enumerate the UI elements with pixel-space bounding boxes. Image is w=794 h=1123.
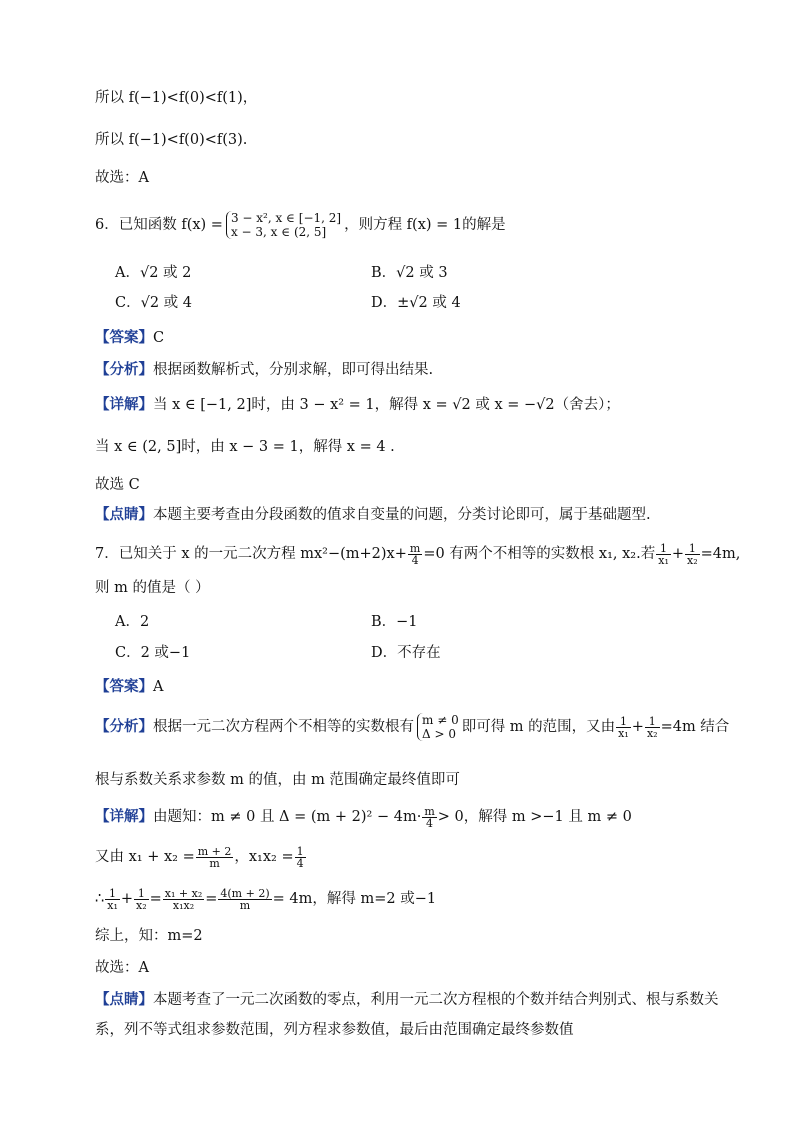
text-line-2: 所以 f(−1)<f(0)<f(3).: [95, 132, 248, 148]
q7-analysis-1: 【分析】根据一元二次方程两个不相等的实数根有 m ≠ 0 Δ > 0 即可得 m 的范围，又由 $\frac{1}{\text{x₁}}$ + $\frac{1}{\text{x₂}}$ =4m 结合: [95, 713, 730, 741]
text-line-1: 所以 f(−1)<f(0)<f(1)，: [95, 90, 258, 106]
q6-option-b: B．√2 或 3: [371, 265, 448, 281]
q7-option-b: B．−1: [371, 614, 418, 630]
question-7-stem-line-2: 则 m 的值是（ ）: [95, 580, 210, 596]
q6-option-d: D．±√2 或 4: [371, 295, 461, 311]
q7-note-2: 系，列不等式组求参数范围，列方程求参数值，最后由范围确定最终参数值: [95, 1022, 574, 1038]
q6-select: 故选 C: [95, 477, 140, 493]
q7-detail-3: ∴ $\frac{1}{\text{x₁}}$ + $\frac{1}{\text{x₂}}$ = $\frac{\text{x₁ + x₂}}{\text{x₁x₂}}$ = $\frac{4(m + 2)}{m}$ = 4m，解得 m=2 或−1: [95, 886, 437, 912]
q7-note-1: 【点睛】本题考查了一元二次函数的零点，利用一元二次方程根的个数并结合判别式、根与系数关: [95, 991, 719, 1008]
q6-answer: 【答案】C: [95, 329, 165, 346]
q6-detail-2: 当 x ∈ (2, 5]时，由 x − 3 = 1，解得 x = 4 .: [95, 439, 395, 455]
q6-note: 【点睛】本题主要考查由分段函数的值求自变量的问题，分类讨论即可，属于基础题型.: [95, 506, 651, 523]
question-7-stem: 7．已知关于 x 的一元二次方程 mx²−(m+2)x+ $\frac{m}{4}$ =0 有两个不相等的实数根 x₁, x₂.若 $\frac{1}{\text{x₁}}$ + $\frac{1}{\text{x₂}}$ =4m,: [95, 541, 741, 567]
q7-detail-1: 【详解】由题知：m ≠ 0 且 Δ = (m + 2)² − 4m· $\frac{m}{4}$ > 0，解得 m >−1 且 m ≠ 0: [95, 804, 632, 830]
q7-option-c: C．2 或−1: [115, 645, 191, 661]
q7-detail-4: 综上，知：m=2: [95, 928, 203, 944]
q6-analysis: 【分析】根据函数解析式，分别求解，即可得出结果.: [95, 361, 434, 378]
text-line-3: 故选：A: [95, 170, 149, 186]
q6-option-a: A．√2 或 2: [115, 265, 192, 281]
q6-detail-1: 【详解】当 x ∈ [−1, 2]时，由 3 − x² = 1，解得 x = √2 或 x = −√2（舍去）；: [95, 396, 620, 413]
question-6-stem: 6．已知函数 f(x) = 3 − x², x ∈ [−1, 2] x − 3, x ∈ (2, 5] ，则方程 f(x) = 1的解是: [95, 211, 506, 239]
q6-option-c: C．√2 或 4: [115, 295, 193, 311]
q7-detail-2: 又由 x₁ + x₂ = $\frac{m + 2}{m}$ ，x₁x₂ = $\frac{1}{4}$: [95, 844, 304, 870]
q7-select: 故选：A: [95, 960, 149, 976]
q7-option-a: A．2: [115, 614, 150, 630]
q7-option-d: D．不存在: [371, 645, 441, 661]
piecewise-brace: 3 − x², x ∈ [−1, 2] x − 3, x ∈ (2, 5]: [226, 211, 341, 239]
q7-answer: 【答案】A: [95, 678, 164, 695]
q7-analysis-2: 根与系数关系求参数 m 的值，由 m 范围确定最终值即可: [95, 772, 460, 788]
